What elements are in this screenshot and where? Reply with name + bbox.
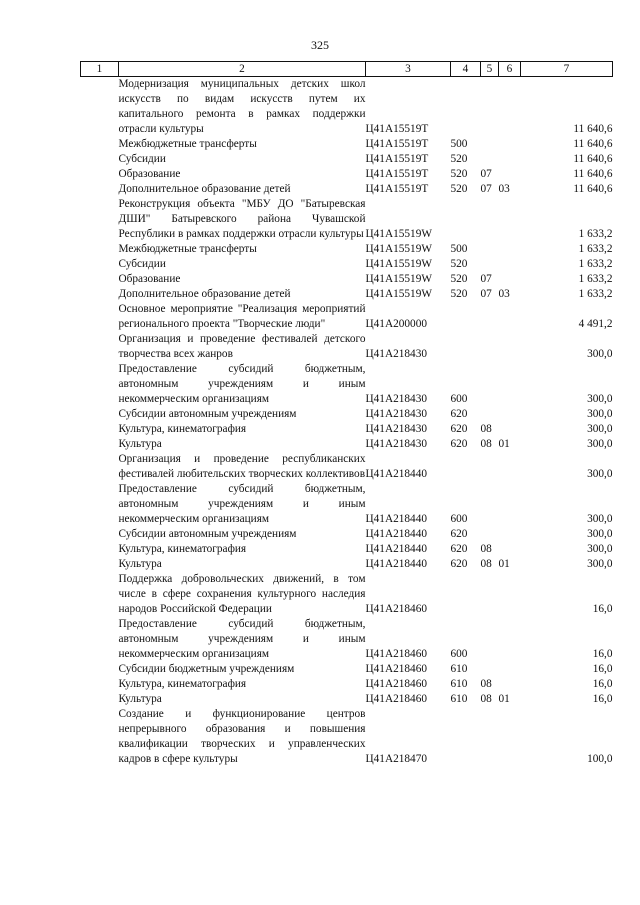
- row-amount: 4 491,2: [578, 318, 613, 330]
- row-section: [481, 452, 499, 482]
- row-name: Субсидии бюджетным учреждениям: [118, 663, 295, 675]
- row-code: Ц41A218440: [365, 558, 428, 570]
- row-subsection: [499, 302, 521, 332]
- row-subsection: [499, 167, 521, 182]
- table-row: [81, 437, 613, 452]
- row-expense-type: [451, 707, 481, 767]
- table-row: [81, 707, 613, 767]
- row-code: Ц41A218460: [365, 663, 428, 675]
- row-spacer: [81, 422, 119, 437]
- table-row: [81, 677, 613, 692]
- row-name: Межбюджетные трансферты: [118, 243, 257, 255]
- row-section: [481, 197, 499, 242]
- row-amount: 100,0: [587, 753, 613, 765]
- row-subsection: [499, 452, 521, 482]
- table-body: [81, 77, 613, 768]
- row-section: 08: [480, 438, 492, 450]
- row-section: 08: [480, 423, 492, 435]
- row-section: [481, 662, 499, 677]
- row-subsection: [499, 362, 521, 407]
- row-code: Ц41A218430: [365, 408, 428, 420]
- row-code: Ц41A218440: [365, 513, 428, 525]
- row-expense-type: 620: [450, 528, 468, 540]
- row-code: Ц41A15519W: [365, 243, 433, 255]
- table-row: [81, 572, 613, 617]
- row-amount: 300,0: [587, 513, 613, 525]
- row-subsection: [499, 422, 521, 437]
- table-row: [81, 272, 613, 287]
- row-amount: 300,0: [587, 408, 613, 420]
- row-name: Межбюджетные трансферты: [118, 138, 257, 150]
- row-expense-type: 600: [450, 513, 468, 525]
- row-spacer: [81, 362, 119, 407]
- row-section: 08: [480, 693, 492, 705]
- row-amount: 300,0: [587, 558, 613, 570]
- row-subsection: 01: [498, 693, 510, 705]
- row-name: Субсидии автономным учреждениям: [118, 528, 297, 540]
- row-spacer: [81, 557, 119, 572]
- row-subsection: [499, 707, 521, 767]
- table-row: [81, 152, 613, 167]
- row-spacer: [81, 542, 119, 557]
- row-section: [481, 617, 499, 662]
- row-spacer: [81, 272, 119, 287]
- row-expense-type: 600: [450, 648, 468, 660]
- row-subsection: [499, 542, 521, 557]
- row-spacer: [81, 617, 119, 662]
- row-name: Субсидии автономным учреждениям: [118, 408, 297, 420]
- row-code: Ц41A218460: [365, 648, 428, 660]
- row-spacer: [81, 527, 119, 542]
- row-section: [481, 482, 499, 527]
- row-name: Дополнительное образование детей: [118, 288, 291, 300]
- row-amount: 300,0: [587, 468, 613, 480]
- table-header: [81, 62, 613, 77]
- row-section: 07: [480, 288, 492, 300]
- row-subsection: 03: [498, 288, 510, 300]
- row-spacer: [81, 242, 119, 257]
- table-row: [81, 557, 613, 572]
- row-name: Образование: [118, 168, 181, 180]
- row-name: Основное мероприятие "Реализация мероприятий регионального проекта "Творческие люди": [118, 303, 366, 330]
- row-expense-type: 500: [450, 138, 468, 150]
- row-subsection: 01: [498, 438, 510, 450]
- row-name: Поддержка добровольческих движений, в том числе в сфере сохранения культурного наследия народов Российской Федерации: [118, 573, 366, 615]
- row-subsection: [499, 152, 521, 167]
- row-section: [481, 77, 499, 138]
- row-section: [481, 152, 499, 167]
- row-subsection: [499, 332, 521, 362]
- row-name: Культура: [118, 693, 162, 705]
- row-spacer: [81, 152, 119, 167]
- row-code: Ц41A15519T: [365, 123, 429, 135]
- page-number: 325: [311, 38, 329, 52]
- row-subsection: [499, 137, 521, 152]
- row-expense-type: 520: [450, 153, 468, 165]
- row-subsection: [499, 257, 521, 272]
- row-section: [481, 137, 499, 152]
- row-subsection: 03: [498, 183, 510, 195]
- column-header-1: 1: [81, 62, 119, 77]
- row-code: Ц41A218440: [365, 543, 428, 555]
- table-row: [81, 482, 613, 527]
- row-expense-type: 600: [450, 393, 468, 405]
- row-code: Ц41A15519T: [365, 168, 429, 180]
- row-code: Ц41A15519T: [365, 138, 429, 150]
- row-spacer: [81, 407, 119, 422]
- table-row: [81, 692, 613, 707]
- row-subsection: [499, 197, 521, 242]
- table-row: [81, 257, 613, 272]
- row-spacer: [81, 452, 119, 482]
- row-expense-type: 520: [450, 258, 468, 270]
- row-name: Культура, кинематография: [118, 543, 247, 555]
- table-row: [81, 407, 613, 422]
- row-section: [481, 527, 499, 542]
- row-expense-type: 520: [450, 168, 468, 180]
- row-spacer: [81, 167, 119, 182]
- row-code: Ц41A15519T: [365, 153, 429, 165]
- row-name: Предоставление субсидий бюджетным, автономным учреждениям и иным некоммерческим организациям: [118, 483, 366, 525]
- row-amount: 300,0: [587, 528, 613, 540]
- row-spacer: [81, 662, 119, 677]
- budget-table: [80, 61, 613, 767]
- row-subsection: [499, 617, 521, 662]
- column-header-2: 2: [119, 62, 366, 77]
- row-code: Ц41A15519W: [365, 288, 433, 300]
- row-spacer: [81, 437, 119, 452]
- row-name: Субсидии: [118, 153, 166, 165]
- row-code: Ц41A15519W: [365, 228, 433, 240]
- row-expense-type: 610: [450, 663, 468, 675]
- row-amount: 11 640,6: [573, 183, 613, 195]
- row-code: Ц41A218430: [365, 438, 428, 450]
- table-row: [81, 332, 613, 362]
- row-expense-type: [451, 77, 481, 138]
- column-header-5: 5: [481, 62, 499, 77]
- table-row: [81, 242, 613, 257]
- table-row: [81, 197, 613, 242]
- row-name: Создание и функционирование центров непрерывного образования и повышения квалификации творческих и управленческих кадров в сфере культуры: [118, 708, 366, 765]
- row-name: Предоставление субсидий бюджетным, автономным учреждениям и иным некоммерческим организациям: [118, 363, 366, 405]
- row-section: 07: [480, 168, 492, 180]
- table-row: [81, 302, 613, 332]
- row-spacer: [81, 182, 119, 197]
- column-header-4: 4: [451, 62, 481, 77]
- row-expense-type: 610: [450, 693, 468, 705]
- row-code: Ц41A15519W: [365, 258, 433, 270]
- row-expense-type: 500: [450, 243, 468, 255]
- row-section: 08: [480, 558, 492, 570]
- row-amount: 300,0: [587, 438, 613, 450]
- row-spacer: [81, 692, 119, 707]
- row-name: Организация и проведение республиканских фестивалей любительских творческих коллективов: [118, 453, 366, 480]
- row-section: [481, 242, 499, 257]
- row-name: Субсидии: [118, 258, 166, 270]
- table-row: [81, 662, 613, 677]
- table-row: [81, 287, 613, 302]
- row-amount: 11 640,6: [573, 168, 613, 180]
- row-subsection: [499, 572, 521, 617]
- row-amount: 16,0: [592, 663, 613, 675]
- row-code: Ц41A218430: [365, 423, 428, 435]
- row-subsection: [499, 662, 521, 677]
- table-row: [81, 362, 613, 407]
- row-spacer: [81, 302, 119, 332]
- row-spacer: [81, 332, 119, 362]
- row-subsection: [499, 482, 521, 527]
- row-amount: 1 633,2: [578, 243, 613, 255]
- row-section: 07: [480, 273, 492, 285]
- table-row: [81, 617, 613, 662]
- row-amount: 11 640,6: [573, 123, 613, 135]
- row-amount: 16,0: [592, 678, 613, 690]
- row-spacer: [81, 287, 119, 302]
- row-amount: 300,0: [587, 543, 613, 555]
- row-name: Культура: [118, 558, 162, 570]
- row-amount: 16,0: [592, 693, 613, 705]
- row-code: Ц41A218460: [365, 678, 428, 690]
- row-subsection: [499, 272, 521, 287]
- row-subsection: [499, 527, 521, 542]
- row-amount: 1 633,2: [578, 258, 613, 270]
- row-section: [481, 302, 499, 332]
- row-expense-type: 520: [450, 273, 468, 285]
- row-subsection: [499, 677, 521, 692]
- row-code: Ц41A218440: [365, 468, 428, 480]
- row-section: [481, 257, 499, 272]
- column-header-6: 6: [499, 62, 521, 77]
- row-name: Реконструкция объекта "МБУ ДО "Батыревская ДШИ" Батыревского района Чувашской Республики в рамках поддержки отрасли культуры: [118, 198, 366, 240]
- row-name: Модернизация муниципальных детских школ искусств по видам искусств путем их капитального ремонта в рамках поддержки отрасли культуры: [118, 78, 366, 135]
- row-section: 07: [480, 183, 492, 195]
- row-amount: 1 633,2: [578, 228, 613, 240]
- row-section: [481, 707, 499, 767]
- row-spacer: [81, 77, 119, 138]
- row-spacer: [81, 257, 119, 272]
- row-expense-type: [451, 332, 481, 362]
- row-spacer: [81, 677, 119, 692]
- row-name: Образование: [118, 273, 181, 285]
- row-amount: 300,0: [587, 423, 613, 435]
- row-section: 08: [480, 678, 492, 690]
- row-expense-type: [451, 197, 481, 242]
- row-name: Организация и проведение фестивалей детского творчества всех жанров: [118, 333, 366, 360]
- row-name: Культура: [118, 438, 162, 450]
- table-row: [81, 182, 613, 197]
- row-amount: 11 640,6: [573, 138, 613, 150]
- column-header-7: 7: [521, 62, 613, 77]
- row-expense-type: [451, 452, 481, 482]
- row-expense-type: 620: [450, 438, 468, 450]
- row-expense-type: 610: [450, 678, 468, 690]
- table-row: [81, 77, 613, 138]
- row-amount: 16,0: [592, 603, 613, 615]
- row-spacer: [81, 197, 119, 242]
- row-amount: 300,0: [587, 348, 613, 360]
- row-spacer: [81, 707, 119, 767]
- row-code: Ц41A218460: [365, 693, 428, 705]
- row-expense-type: 620: [450, 558, 468, 570]
- table-row: [81, 137, 613, 152]
- row-section: [481, 362, 499, 407]
- row-amount: 11 640,6: [573, 153, 613, 165]
- row-section: [481, 332, 499, 362]
- row-code: Ц41A218430: [365, 393, 428, 405]
- table-row: [81, 167, 613, 182]
- row-expense-type: [451, 572, 481, 617]
- row-amount: 16,0: [592, 648, 613, 660]
- table-row: [81, 422, 613, 437]
- row-section: [481, 572, 499, 617]
- row-section: [481, 407, 499, 422]
- table-row: [81, 527, 613, 542]
- row-amount: 1 633,2: [578, 273, 613, 285]
- row-expense-type: 520: [450, 183, 468, 195]
- row-code: Ц41A218460: [365, 603, 428, 615]
- row-expense-type: 520: [450, 288, 468, 300]
- row-subsection: 01: [498, 558, 510, 570]
- row-spacer: [81, 482, 119, 527]
- row-expense-type: 620: [450, 408, 468, 420]
- row-code: Ц41A200000: [365, 318, 428, 330]
- row-code: Ц41A218440: [365, 528, 428, 540]
- column-header-3: 3: [366, 62, 451, 77]
- row-amount: 1 633,2: [578, 288, 613, 300]
- row-spacer: [81, 572, 119, 617]
- row-code: Ц41A218470: [365, 753, 428, 765]
- row-subsection: [499, 77, 521, 138]
- row-name: Предоставление субсидий бюджетным, автономным учреждениям и иным некоммерческим организациям: [118, 618, 366, 660]
- row-subsection: [499, 407, 521, 422]
- row-expense-type: 620: [450, 423, 468, 435]
- row-spacer: [81, 137, 119, 152]
- row-subsection: [499, 242, 521, 257]
- table-row: [81, 452, 613, 482]
- row-code: Ц41A15519W: [365, 273, 433, 285]
- row-code: Ц41A218430: [365, 348, 428, 360]
- row-section: 08: [480, 543, 492, 555]
- table-row: [81, 542, 613, 557]
- row-amount: 300,0: [587, 393, 613, 405]
- row-expense-type: [451, 302, 481, 332]
- row-name: Культура, кинематография: [118, 678, 247, 690]
- row-name: Дополнительное образование детей: [118, 183, 291, 195]
- row-expense-type: 620: [450, 543, 468, 555]
- row-name: Культура, кинематография: [118, 423, 247, 435]
- row-code: Ц41A15519T: [365, 183, 429, 195]
